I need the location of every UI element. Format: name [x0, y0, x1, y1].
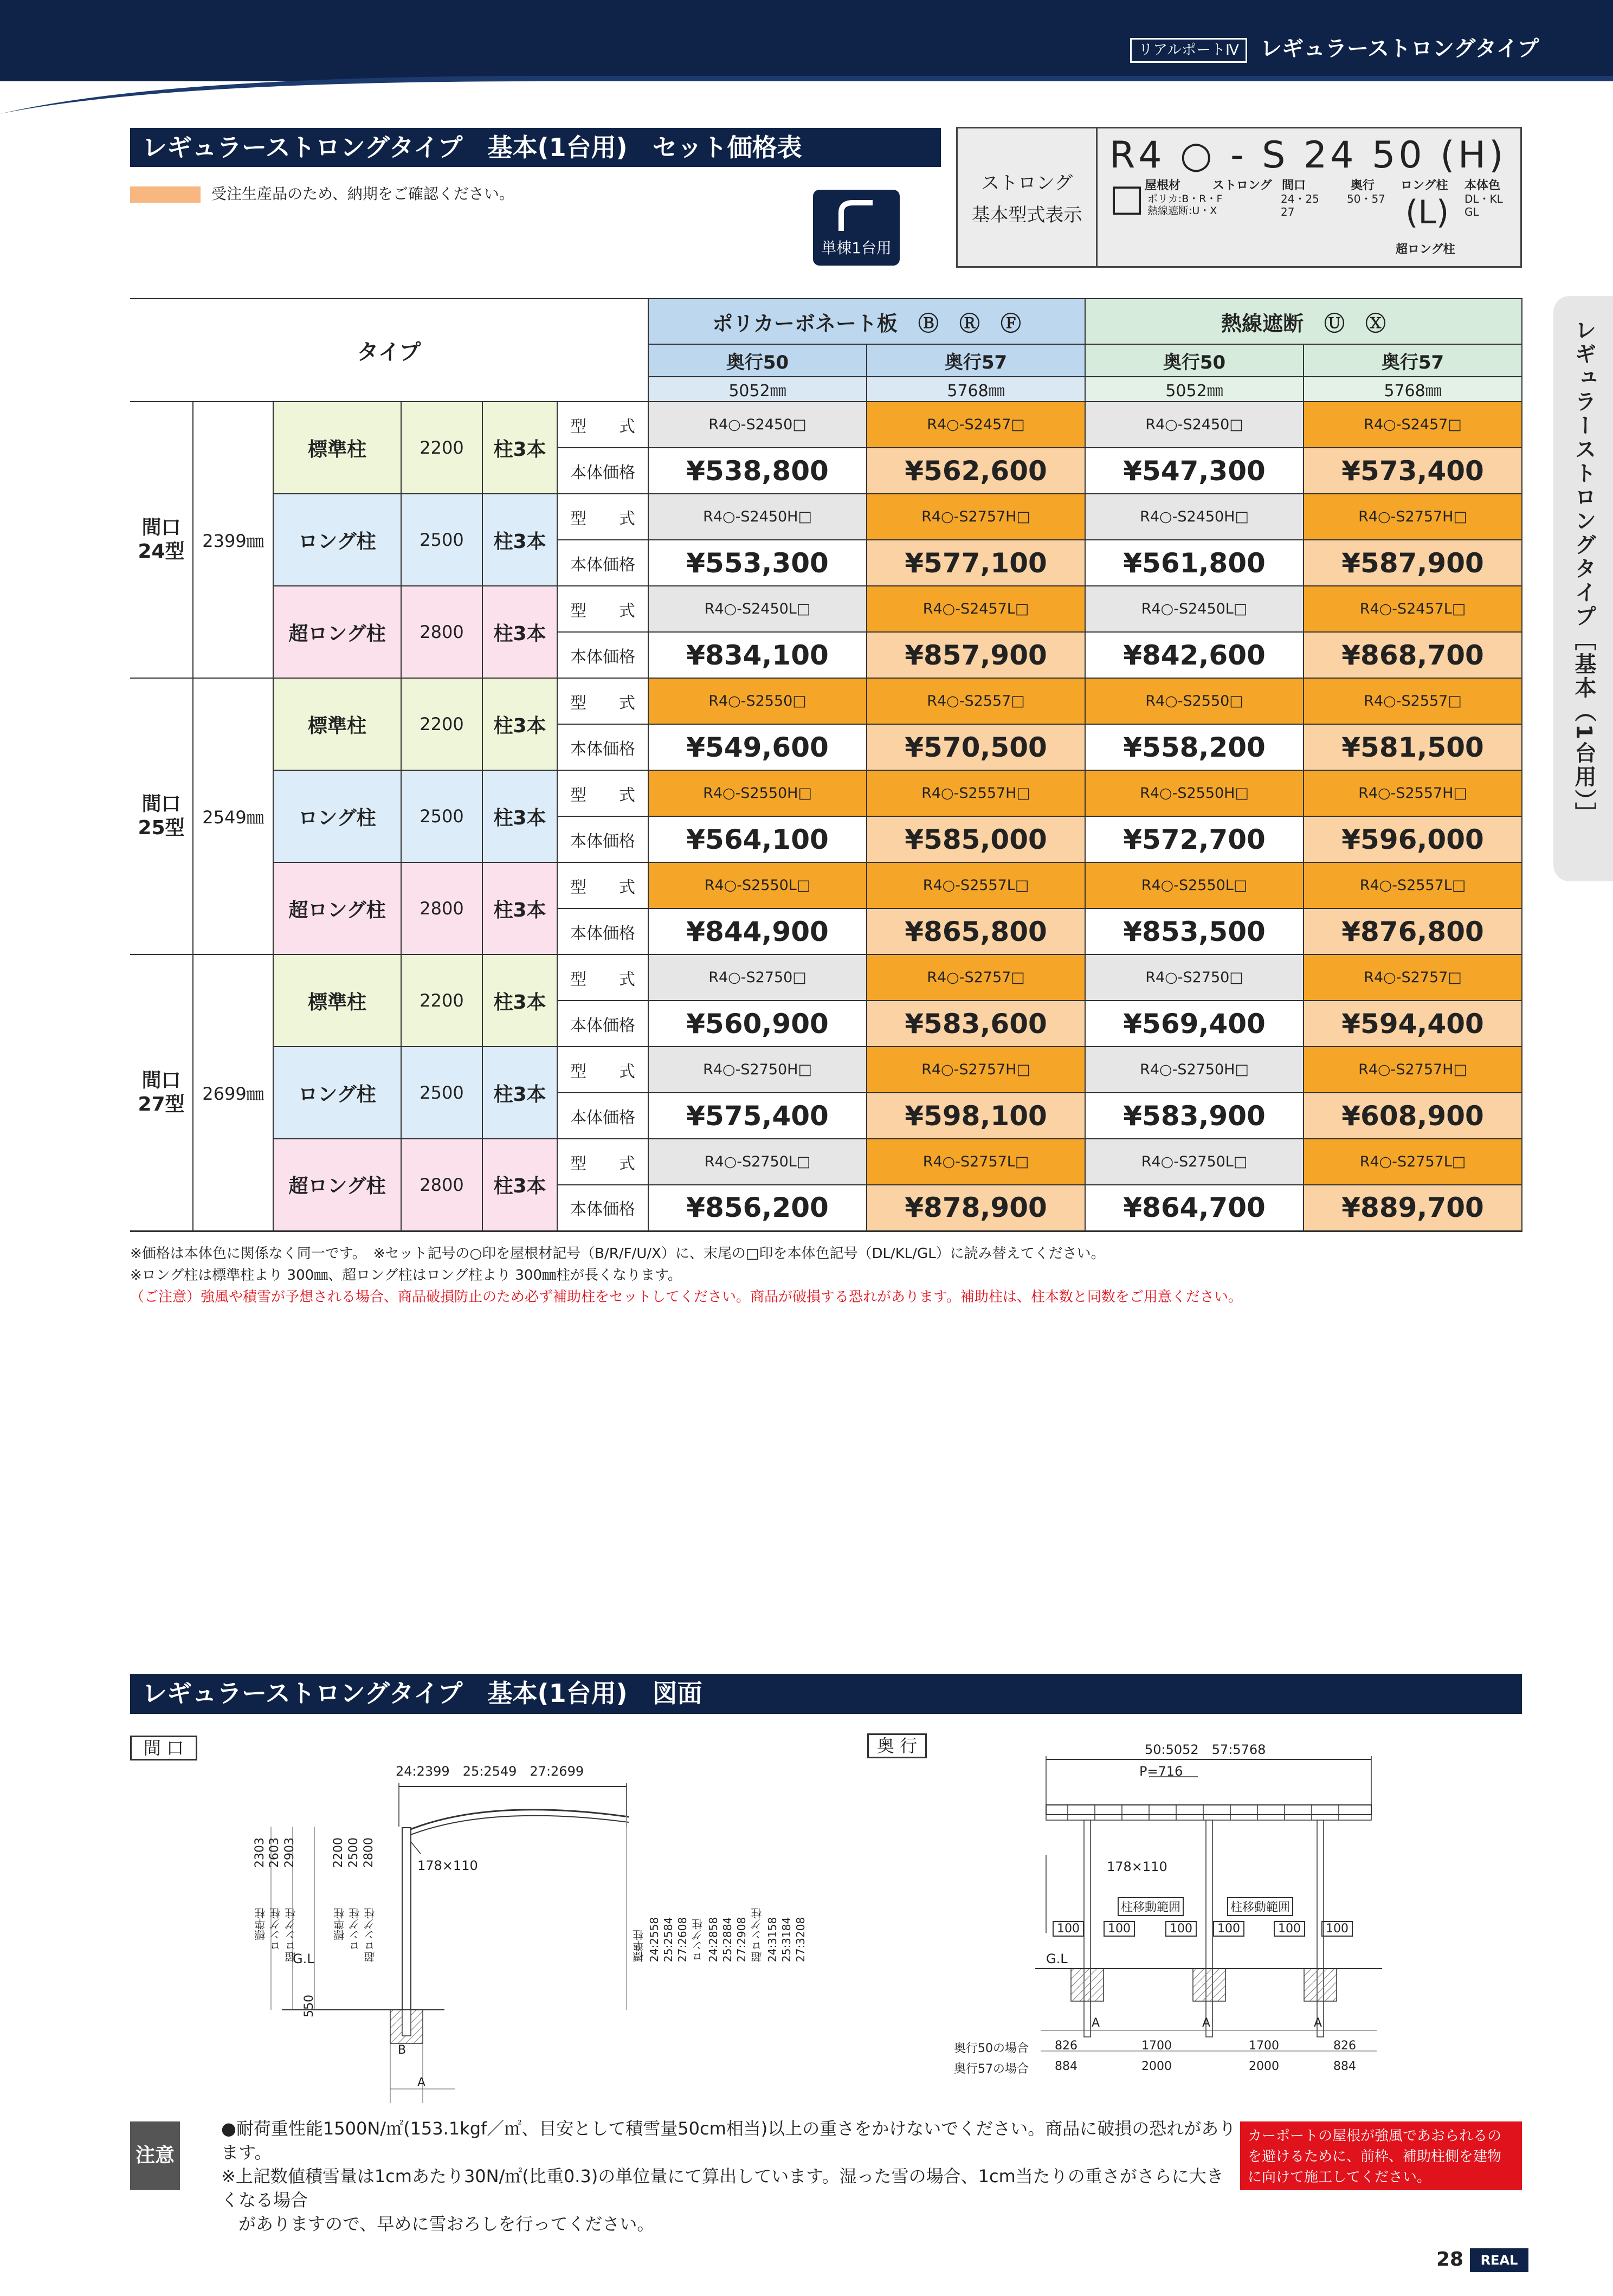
height-b-name-long: ロング柱	[349, 1908, 362, 1951]
depth-header: 奥行57	[867, 344, 1085, 377]
height-b-super: 2800	[362, 1837, 376, 1868]
note-warning: （ご注意）強風や積雪が予想される場合、商品破損防止のため必ず補助柱をセットしてください。商品が破損する恐れがあります。補助柱は、柱本数と同数をご用意ください。	[130, 1289, 1242, 1305]
span-b-label: B	[398, 2043, 407, 2057]
model-code-cell: R4○-S2757□	[1304, 954, 1522, 1001]
span-beam-size: 178×110	[417, 1858, 478, 1873]
model-code-cell: R4○-S2550L□	[648, 862, 867, 908]
spec-roof: 屋根材	[1145, 179, 1181, 192]
right-height-value: 27:3208	[794, 1917, 807, 1962]
span-a-label: A	[417, 2076, 426, 2089]
model-label: 型 式	[557, 954, 648, 1001]
model-code-cell: R4○-S2550□	[1085, 678, 1304, 724]
price-label: 本体価格	[557, 448, 648, 494]
depth-header: 奥行50	[1085, 344, 1304, 377]
model-code-cell: R4○-S2450□	[648, 402, 867, 448]
foundation-a-3: A	[1314, 2016, 1322, 2030]
right-height-value: 27:2608	[676, 1917, 689, 1962]
height-b-std: 2200	[332, 1837, 345, 1868]
price-cell: ¥844,900	[648, 908, 867, 954]
depth-drawing	[1035, 1754, 1382, 2079]
price-cell: ¥583,900	[1085, 1093, 1304, 1139]
model-code-cell: R4○-S2757H□	[1304, 494, 1522, 540]
pillar-height: 2200	[401, 954, 482, 1047]
model-code-cell: R4○-S2750□	[648, 954, 867, 1001]
model-label: 型 式	[557, 770, 648, 816]
foundation-depth: 550	[302, 1995, 316, 2017]
span-type: 間口 24型	[130, 402, 193, 678]
model-label: 型 式	[557, 1139, 648, 1185]
pillar-type: 標準柱	[273, 954, 401, 1047]
caution-line-3: がありますので、早めに雪おろしを行ってください。	[221, 2214, 655, 2234]
depth-values: 50:5052 57:5768	[1145, 1742, 1266, 1757]
spec-roof-poly: ポリカ:B・R・F	[1147, 193, 1223, 205]
header-tag: リアルポートⅣ	[1130, 38, 1247, 63]
caution-label: 注意	[130, 2121, 180, 2190]
span-mm: 2399㎜	[193, 402, 273, 678]
single-unit-badge	[813, 190, 900, 266]
model-code-cell: R4○-S2550□	[648, 678, 867, 724]
price-label: 本体価格	[557, 540, 648, 586]
side-tab-label: レギュラーストロングタイプ［基本（1台用）］	[1571, 319, 1596, 826]
right-height-value: 25:2884	[721, 1917, 734, 1962]
right-height-value: 24:2858	[707, 1917, 720, 1962]
spec-color-values: DL・KL GL	[1464, 192, 1503, 218]
pillar-count: 柱3本	[482, 770, 557, 862]
depth50-label: 奥行50の場合	[954, 2042, 1029, 2055]
offset-100: 100	[1213, 1921, 1244, 1937]
price-cell: ¥596,000	[1304, 816, 1522, 862]
price-cell: ¥598,100	[867, 1093, 1085, 1139]
type-header: タイプ	[130, 299, 648, 402]
pillar-type: ロング柱	[273, 494, 401, 586]
pillar-count: 柱3本	[482, 1047, 557, 1139]
foundation-a-2: A	[1202, 2016, 1211, 2030]
model-code-cell: R4○-S2750L□	[648, 1139, 867, 1185]
model-code-cell: R4○-S2450H□	[648, 494, 867, 540]
model-label: 型 式	[557, 862, 648, 908]
model-code-cell: R4○-S2550H□	[648, 770, 867, 816]
price-cell: ¥585,000	[867, 816, 1085, 862]
model-label: 型 式	[557, 494, 648, 540]
model-code-cell: R4○-S2450L□	[648, 586, 867, 632]
caution-text	[221, 2117, 1240, 2236]
price-cell: ¥856,200	[648, 1185, 867, 1231]
pillar-height: 2800	[401, 1139, 482, 1231]
model-code-cell: R4○-S2457□	[867, 402, 1085, 448]
pitch-value: P=716	[1139, 1764, 1183, 1779]
note-2: ※ロング柱は標準柱より 300㎜、超ロング柱はロング柱より 300㎜柱が長くなります。	[130, 1267, 682, 1284]
price-cell: ¥889,700	[1304, 1185, 1522, 1231]
depth-drawing-label: 奥 行	[867, 1733, 927, 1758]
height-b-long: 2500	[347, 1837, 360, 1868]
span-drawing-label: 間 口	[130, 1736, 197, 1760]
price-label: 本体価格	[557, 908, 648, 954]
depth-gl: G.L	[1046, 1951, 1068, 1966]
price-cell: ¥577,100	[867, 540, 1085, 586]
price-cell: ¥547,300	[1085, 448, 1304, 494]
height-a-std: 2303	[253, 1837, 267, 1868]
pillar-height: 2200	[401, 402, 482, 494]
made-to-order-note: 受注生産品のため、納期をご確認ください。	[211, 185, 514, 203]
model-code-box	[956, 127, 1522, 268]
right-height-values	[631, 1843, 807, 1962]
price-cell: ¥564,100	[648, 816, 867, 862]
model-label: 型 式	[557, 678, 648, 724]
offset-100: 100	[1274, 1921, 1305, 1937]
depth50-val: 1700	[1249, 2039, 1279, 2053]
model-code-label-line1: ストロング	[980, 172, 1073, 194]
model-code-cell: R4○-S2757H□	[867, 494, 1085, 540]
price-cell: ¥562,600	[867, 448, 1085, 494]
price-label: 本体価格	[557, 632, 648, 678]
model-code-label-line2: 基本型式表示	[971, 204, 1082, 226]
side-tab[interactable]	[1553, 296, 1613, 881]
model-code-cell: R4○-S2757L□	[1304, 1139, 1522, 1185]
model-code-cell: R4○-S2557H□	[1304, 770, 1522, 816]
model-code-cell: R4○-S2750H□	[1085, 1047, 1304, 1093]
right-height-value: 25:2584	[662, 1917, 675, 1962]
pillar-height: 2500	[401, 770, 482, 862]
span-gl: G.L	[293, 1951, 314, 1966]
depth-header: 奥行50	[648, 344, 867, 377]
caution-line-1: ●耐荷重性能1500N/㎡(153.1kgf／㎡、目安として積雪量50cm相当)以上の重さをかけないでください。商品に破損の恐れがあります。	[221, 2118, 1236, 2163]
price-table	[130, 298, 1522, 1232]
pillar-type: ロング柱	[273, 770, 401, 862]
model-label: 型 式	[557, 586, 648, 632]
price-cell: ¥575,400	[648, 1093, 867, 1139]
height-a-name-std: 標準柱	[254, 1908, 267, 1940]
spec-span: 間口	[1282, 179, 1306, 192]
price-cell: ¥553,300	[648, 540, 867, 586]
price-cell: ¥594,400	[1304, 1001, 1522, 1047]
made-to-order-swatch	[130, 186, 201, 203]
model-code-cell: R4○-S2550H□	[1085, 770, 1304, 816]
offset-100: 100	[1053, 1921, 1084, 1937]
depth57-val: 884	[1333, 2060, 1356, 2073]
model-code-cell: R4○-S2457L□	[867, 586, 1085, 632]
section-title-drawing: レギュラーストロングタイプ 基本(1台用) 図面	[130, 1674, 1522, 1714]
spec-roof-heat: 熱線遮断:U・X	[1147, 205, 1217, 217]
depth-mm: 5052㎜	[648, 377, 867, 402]
model-code-cell: R4○-S2557□	[1304, 678, 1522, 724]
pillar-type: 超ロング柱	[273, 862, 401, 954]
spec-super-long: 超ロング柱	[1396, 243, 1455, 256]
right-height-value: 27:2908	[735, 1917, 748, 1962]
price-cell: ¥569,400	[1085, 1001, 1304, 1047]
model-code-cell: R4○-S2457□	[1304, 402, 1522, 448]
model-label: 型 式	[557, 402, 648, 448]
caution-install-note: カーポートの屋根が強風であおられるのを避けるために、前枠、補助柱側を建物に向けて施工してください。	[1240, 2121, 1522, 2190]
price-cell: ¥834,100	[648, 632, 867, 678]
span-mm: 2549㎜	[193, 678, 273, 954]
pillar-height: 2200	[401, 678, 482, 770]
price-cell: ¥583,600	[867, 1001, 1085, 1047]
model-code-cell: R4○-S2757H□	[867, 1047, 1085, 1093]
foundation-a-1: A	[1092, 2016, 1100, 2030]
offset-100: 100	[1321, 1921, 1353, 1937]
model-code-cell: R4○-S2550L□	[1085, 862, 1304, 908]
depth-beam-size: 178×110	[1107, 1859, 1167, 1874]
price-cell: ¥853,500	[1085, 908, 1304, 954]
right-height-value: ロング柱	[692, 1919, 705, 1962]
pillar-type: 超ロング柱	[273, 1139, 401, 1231]
move-range-2: 柱移動範囲	[1227, 1897, 1293, 1916]
height-a-values	[253, 1837, 268, 1868]
price-cell: ¥868,700	[1304, 632, 1522, 678]
span-type: 間口 25型	[130, 678, 193, 954]
price-cell: ¥587,900	[1304, 540, 1522, 586]
caution-line-2: ※上記数値積雪量は1cmあたり30N/㎡(比重0.3)の単位量にて算出しています。湿った雪の場合、1cm当たりの重さがさらに大きくなる場合	[221, 2166, 1224, 2210]
carport-icon	[837, 198, 876, 235]
price-cell: ¥876,800	[1304, 908, 1522, 954]
right-height-value: 25:3184	[780, 1917, 793, 1962]
depth-header: 奥行57	[1304, 344, 1522, 377]
model-code-cell: R4○-S2450□	[1085, 402, 1304, 448]
right-height-header: 標準柱	[633, 1930, 646, 1962]
note-1: ※価格は本体色に関係なく同一です。 ※セット記号の○印を屋根材記号（B/R/F/U/X）に、末尾の□印を本体色記号（DL/KL/GL）に読み替えてください。	[130, 1246, 1105, 1262]
height-b-name-super: 超ロング柱	[364, 1908, 377, 1962]
span-drawing	[260, 1767, 650, 2114]
span-values: 24:2399 25:2549 27:2699	[396, 1764, 584, 1779]
model-code-cell: R4○-S2457L□	[1304, 586, 1522, 632]
model-code-cell: R4○-S2757H□	[1304, 1047, 1522, 1093]
single-unit-label: 単棟1台用	[821, 239, 892, 257]
depth57-val: 884	[1055, 2060, 1078, 2073]
price-cell: ¥581,500	[1304, 724, 1522, 770]
right-height-value: 24:3158	[766, 1917, 779, 1962]
height-a-name-long: ロング柱	[269, 1908, 282, 1951]
model-label: 型 式	[557, 1047, 648, 1093]
price-label: 本体価格	[557, 816, 648, 862]
height-a-long: 2603	[268, 1837, 281, 1868]
price-label: 本体価格	[557, 1185, 648, 1231]
pillar-height: 2800	[401, 862, 482, 954]
pillar-height: 2500	[401, 1047, 482, 1139]
brand-badge: REAL PORT IV	[1470, 2248, 1528, 2272]
spec-l-mark: (L)	[1405, 194, 1449, 231]
price-label: 本体価格	[557, 724, 648, 770]
price-cell: ¥608,900	[1304, 1093, 1522, 1139]
pillar-count: 柱3本	[482, 678, 557, 770]
model-code-cell: R4○-S2557L□	[867, 862, 1085, 908]
depth57-label: 奥行57の場合	[954, 2062, 1029, 2076]
pillar-type: ロング柱	[273, 1047, 401, 1139]
pillar-count: 柱3本	[482, 402, 557, 494]
spec-depth-values: 50・57	[1347, 192, 1385, 205]
depth-mm: 5768㎜	[1304, 377, 1522, 402]
price-cell: ¥549,600	[648, 724, 867, 770]
price-cell: ¥538,800	[648, 448, 867, 494]
model-code-cell: R4○-S2757□	[867, 954, 1085, 1001]
pillar-height: 2500	[401, 494, 482, 586]
height-b-name-std: 標準柱	[333, 1908, 346, 1940]
spec-span-values: 24・25 27	[1281, 192, 1319, 218]
section-title-price: レギュラーストロングタイプ 基本(1台用) セット価格表	[130, 128, 941, 167]
depth57-val: 2000	[1249, 2060, 1279, 2073]
heat-block-header: 熱線遮断 Ⓤ Ⓧ	[1085, 299, 1522, 344]
offset-100: 100	[1104, 1921, 1135, 1937]
model-code-cell: R4○-S2450L□	[1085, 586, 1304, 632]
price-cell: ¥561,800	[1085, 540, 1304, 586]
model-code: R4 ○ - S 24 50 (H) □	[1109, 134, 1507, 220]
price-cell: ¥857,900	[867, 632, 1085, 678]
pillar-count: 柱3本	[482, 954, 557, 1047]
model-code-cell: R4○-S2750□	[1085, 954, 1304, 1001]
price-cell: ¥570,500	[867, 724, 1085, 770]
pillar-type: 標準柱	[273, 402, 401, 494]
model-code-cell: R4○-S2450H□	[1085, 494, 1304, 540]
page-number: 28	[1436, 2248, 1464, 2271]
price-cell: ¥560,900	[648, 1001, 867, 1047]
spec-strong: ストロング	[1212, 179, 1272, 192]
model-code-cell: R4○-S2750H□	[648, 1047, 867, 1093]
model-code-cell: R4○-S2557L□	[1304, 862, 1522, 908]
pillar-height: 2800	[401, 586, 482, 678]
model-code-cell: R4○-S2757L□	[867, 1139, 1085, 1185]
depth50-val: 826	[1333, 2039, 1356, 2053]
height-a-super: 2903	[283, 1837, 296, 1868]
depth57-val: 2000	[1141, 2060, 1172, 2073]
price-cell: ¥572,700	[1085, 816, 1304, 862]
model-code-cell: R4○-S2557H□	[867, 770, 1085, 816]
span-mm: 2699㎜	[193, 954, 273, 1231]
span-type: 間口 27型	[130, 954, 193, 1231]
pillar-type: 超ロング柱	[273, 586, 401, 678]
model-code-label	[958, 128, 1098, 266]
spec-long: ロング柱	[1401, 179, 1448, 192]
price-cell: ¥864,700	[1085, 1185, 1304, 1231]
price-cell: ¥842,600	[1085, 632, 1304, 678]
price-label: 本体価格	[557, 1093, 648, 1139]
right-height-value: 24:2558	[648, 1917, 661, 1962]
move-range-1: 柱移動範囲	[1118, 1897, 1184, 1916]
depth50-val: 826	[1055, 2039, 1078, 2053]
depth50-val: 1700	[1141, 2039, 1172, 2053]
pillar-count: 柱3本	[482, 862, 557, 954]
offset-100: 100	[1165, 1921, 1197, 1937]
depth-mm: 5052㎜	[1085, 377, 1304, 402]
price-cell: ¥865,800	[867, 908, 1085, 954]
pillar-count: 柱3本	[482, 494, 557, 586]
pillar-count: 柱3本	[482, 1139, 557, 1231]
spec-color: 本体色	[1464, 179, 1501, 192]
model-code-cell: R4○-S2557□	[867, 678, 1085, 724]
pillar-count: 柱3本	[482, 586, 557, 678]
polycarbonate-header: ポリカーボネート板 Ⓑ Ⓡ Ⓕ	[648, 299, 1085, 344]
header-title: レギュラーストロングタイプ	[1260, 36, 1539, 61]
price-cell: ¥878,900	[867, 1185, 1085, 1231]
height-a-name-super: 超ロング柱	[285, 1908, 298, 1962]
price-cell: ¥558,200	[1085, 724, 1304, 770]
depth-mm: 5768㎜	[867, 377, 1085, 402]
price-cell: ¥573,400	[1304, 448, 1522, 494]
model-code-cell: R4○-S2750L□	[1085, 1139, 1304, 1185]
pillar-type: 標準柱	[273, 678, 401, 770]
right-height-value: 超ロング柱	[751, 1908, 764, 1962]
price-label: 本体価格	[557, 1001, 648, 1047]
spec-depth: 奥行	[1351, 179, 1375, 192]
